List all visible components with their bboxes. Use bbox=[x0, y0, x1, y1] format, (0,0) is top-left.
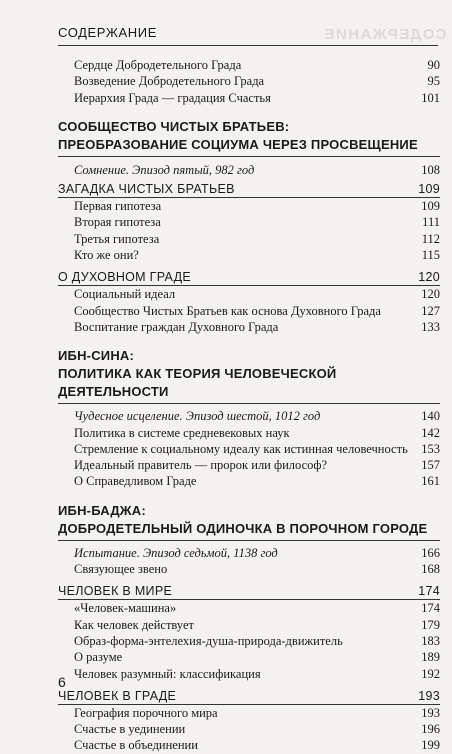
page-number: 6 bbox=[58, 674, 66, 690]
toc-entry[interactable]: Счастье в уединении 196 bbox=[74, 722, 440, 737]
toc-entry[interactable]: Кто же они? 115 bbox=[74, 248, 440, 263]
toc-entry[interactable]: О разуме 189 bbox=[74, 650, 440, 665]
section-title: ИБН-БАДЖА: ДОБРОДЕТЕЛЬНЫЙ ОДИНОЧКА В ПОРОЧНОМ ГОРОДЕ bbox=[58, 502, 428, 536]
bleed-through-header: СОДЕРЖАНИЕ bbox=[322, 26, 446, 43]
toc-entry[interactable]: Идеальный правитель — пророк или философ? 157 bbox=[74, 458, 440, 473]
toc-entry[interactable]: География порочного мира 193 bbox=[74, 705, 440, 720]
toc-entry[interactable]: Человек разумный: классификация 192 bbox=[74, 666, 440, 681]
toc-entry[interactable]: «Человек-машина» 174 bbox=[74, 601, 440, 616]
toc-entry[interactable]: Возведение Добродетельного Града 95 bbox=[74, 74, 440, 89]
running-head: СОДЕРЖАНИЕ bbox=[58, 25, 158, 40]
chapter-heading[interactable]: ЧЕЛОВЕК В ГРАДЕ 193 bbox=[58, 688, 440, 703]
section-title: СООБЩЕСТВО ЧИСТЫХ БРАТЬЕВ: ПРЕОБРАЗОВАНИЕ СОЦИУМА ЧЕРЕЗ ПРОСВЕЩЕНИЕ bbox=[58, 118, 418, 152]
toc-entry[interactable]: Сердце Добродетельного Града 90 bbox=[74, 58, 440, 72]
episode-entry[interactable]: Сомнение. Эпизод пятый, 982 год 108 bbox=[74, 162, 440, 177]
chapter-heading[interactable]: ЧЕЛОВЕК В МИРЕ 174 bbox=[58, 584, 440, 599]
toc-entry[interactable]: Иерархия Града — градация Счастья 101 bbox=[74, 90, 440, 105]
toc-entry[interactable]: Связующее звено 168 bbox=[74, 562, 440, 577]
toc-entry[interactable]: Воспитание граждан Духовного Града 133 bbox=[74, 319, 440, 334]
toc-entry[interactable]: Третья гипотеза 112 bbox=[74, 231, 440, 246]
toc-entry[interactable]: Социальный идеал 120 bbox=[74, 287, 440, 302]
section-title: ИБН-СИНА: ПОЛИТИКА КАК ТЕОРИЯ ЧЕЛОВЕЧЕСКОЙ ДЕЯТЕЛЬНОСТИ bbox=[58, 348, 337, 400]
toc-entry[interactable]: О Справедливом Граде 161 bbox=[74, 474, 440, 489]
episode-entry[interactable]: Испытание. Эпизод седьмой, 1138 год 166 bbox=[74, 545, 440, 560]
toc-content bbox=[58, 46, 440, 754]
toc-entry[interactable]: Стремление к социальному идеалу как истинная человечность 153 bbox=[74, 441, 440, 456]
toc-entry[interactable]: Политика в системе средневековых наук 142 bbox=[74, 425, 440, 440]
toc-entry[interactable]: Как человек действует 179 bbox=[74, 617, 440, 632]
toc-entry[interactable]: Образ-форма-энтелехия-душа-природа-движитель 183 bbox=[74, 633, 440, 648]
toc-entry[interactable]: Сообщество Чистых Братьев как основа Духовного Града 127 bbox=[74, 303, 440, 318]
chapter-heading[interactable]: ЗАГАДКА ЧИСТЫХ БРАТЬЕВ 109 bbox=[58, 182, 440, 197]
chapter-heading[interactable]: О ДУХОВНОМ ГРАДЕ 120 bbox=[58, 270, 440, 285]
toc-entry[interactable]: Счастье в объединении 199 bbox=[74, 738, 440, 753]
toc-entry[interactable]: Вторая гипотеза 111 bbox=[74, 215, 440, 230]
episode-entry[interactable]: Чудесное исцеление. Эпизод шестой, 1012 год 140 bbox=[74, 409, 440, 424]
toc-entry[interactable]: Первая гипотеза 109 bbox=[74, 199, 440, 214]
